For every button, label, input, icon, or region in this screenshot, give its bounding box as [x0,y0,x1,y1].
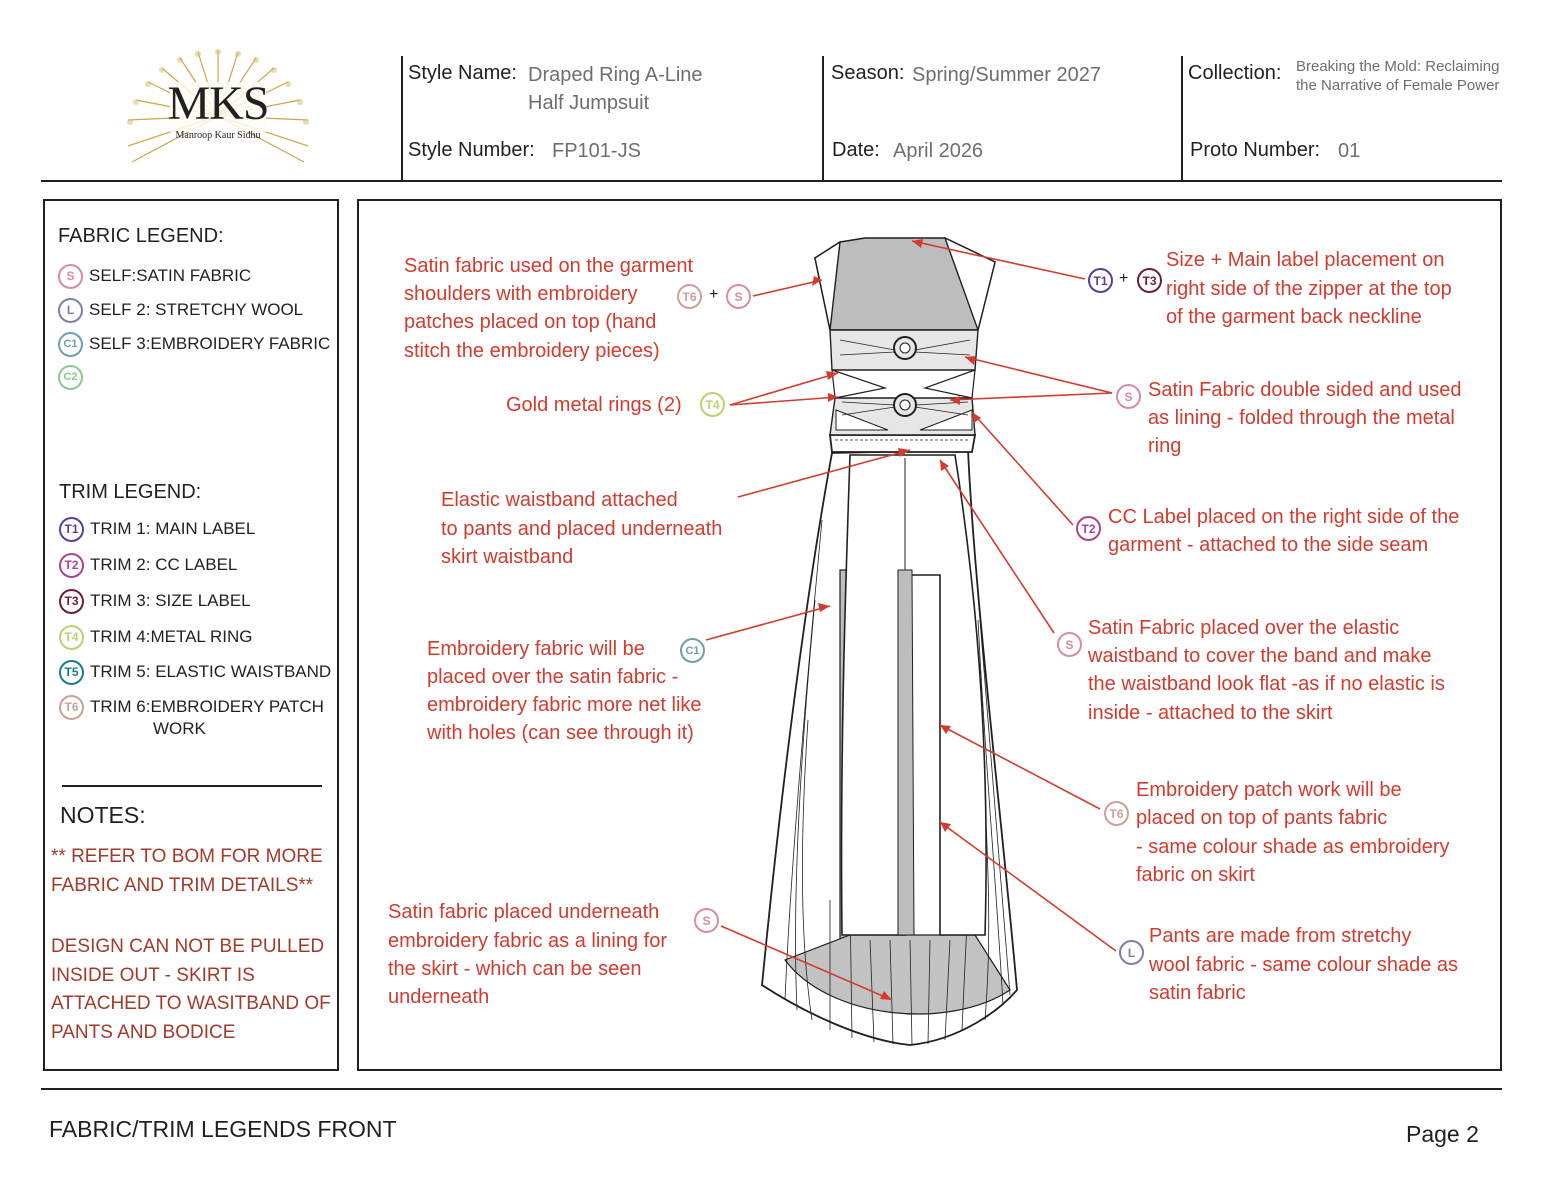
legend-key: TRIM 6: [90,697,151,716]
callout-lining-line1: Satin fabric placed underneath [388,901,660,923]
chip-code: S [66,269,75,283]
callout-patch-line4: fabric on skirt [1136,864,1255,886]
note-bom: ** REFER TO BOM FOR MORE FABRIC AND TRIM DETAILS** [51,846,323,896]
style-number-value: FP101-JS [552,140,641,162]
callout-embroidery-line4: with holes (can see through it) [427,722,694,744]
notes-title: NOTES: [60,802,146,828]
footer-rule [41,1088,1502,1090]
callout-satin-lining-line3: ring [1148,435,1182,457]
note-design: DESIGN CAN NOT BE PULLED INSIDE OUT - SKIRT IS ATTACHED TO WASITBAND OF PANTS AND BODICE [51,936,331,1043]
callout-pants-line2: wool fabric - same colour shade as [1149,954,1459,976]
chip-code: T5 [64,665,79,679]
collection-value-2: the Narrative of Female Power [1296,77,1500,94]
callout-waistband-line2: waistband to cover the band and make [1088,645,1432,667]
tag-t6: T6 [677,284,702,309]
page-title: FABRIC/TRIM LEGENDS FRONT [49,1116,397,1142]
style-name-value-1: Draped Ring A-Line [528,64,703,86]
season-label: Season: [831,62,905,84]
plus-sign: + [1119,270,1129,287]
callout-label-line2: right side of the zipper at the top [1166,278,1452,300]
page-number: Page 2 [1406,1121,1479,1147]
callout-lining-line2: embroidery fabric as a lining for [388,930,668,952]
callout-pants-line1: Pants are made from stretchy [1149,925,1412,947]
chip-code: T1 [64,522,79,536]
trim-legend-title: TRIM LEGEND: [59,481,202,503]
style-number-label: Style Number: [408,139,535,161]
callout-elastic-line3: skirt waistband [441,546,574,568]
callout-shoulder-line2: shoulders with embroidery [404,283,638,305]
logo-initials: MKS [167,77,269,130]
trim-legend-desc-cont: WORK [153,719,206,738]
callout-embroidery-line2: placed over the satin fabric - [427,666,679,688]
legend-key: TRIM 4: [90,627,151,646]
tag-t6: T6 [1104,801,1129,826]
legend-key: SELF: [89,266,137,285]
callout-elastic-line1: Elastic waistband attached [441,489,678,511]
legend-desc: METAL RING [150,627,253,646]
callout-embroidery-line3: embroidery fabric more net like [427,694,702,716]
style-name-label: Style Name: [408,62,517,84]
legend-key: SELF 3: [89,334,151,353]
callout-elastic-line2: to pants and placed underneath [441,518,723,540]
legend-desc: SIZE LABEL [155,591,251,610]
chip-code: C1 [63,338,78,350]
tag-c1: C1 [680,638,705,663]
callout-rings: Gold metal rings (2) [506,394,682,416]
tag-t2: T2 [1076,516,1101,541]
callout-lining-line3: the skirt - which can be seen [388,958,642,980]
legend-desc: EMBROIDERY FABRIC [150,334,331,353]
legend-desc: CC LABEL [155,555,238,574]
legend-key: TRIM 2: [90,555,151,574]
collection-value-1: Breaking the Mold: Reclaiming [1296,58,1500,75]
tag-s: S [694,908,719,933]
callout-waistband-line3: the waistband look flat -as if no elastic is [1088,673,1445,695]
chip-code: C2 [63,371,78,383]
legend-desc: EMBROIDERY PATCH [150,697,324,716]
callout-patch-line3: - same colour shade as embroidery [1136,836,1450,858]
proto-label: Proto Number: [1190,139,1321,161]
plus-sign: + [709,286,719,303]
callout-waistband-line1: Satin Fabric placed over the elastic [1088,617,1400,639]
fabric-legend-title: FABRIC LEGEND: [58,225,224,247]
callout-cc-label-line2: garment - attached to the side seam [1108,534,1429,556]
callout-patch-line1: Embroidery patch work will be [1136,779,1402,801]
chip-code: T2 [64,558,79,572]
date-value: April 2026 [893,140,984,162]
tag-t1: T1 [1088,268,1113,293]
chip-code: T3 [64,594,79,608]
legend-desc: ELASTIC WAISTBAND [155,662,332,681]
legend-key: TRIM 3: [90,591,151,610]
callout-waistband-line4: inside - attached to the skirt [1088,702,1333,724]
callout-shoulder-line4: stitch the embroidery pieces) [404,340,660,362]
legend-desc: STRETCHY WOOL [155,300,304,319]
tag-t3: T3 [1137,268,1162,293]
callout-lining-line4: underneath [388,986,490,1008]
callout-shoulder-line3: patches placed on top (hand [404,311,657,333]
chip-code: T6 [64,700,79,714]
callout-embroidery-line1: Embroidery fabric will be [427,638,645,660]
tag-s: S [726,284,751,309]
callout-pants-line3: satin fabric [1149,982,1246,1004]
tag-t4: T4 [700,392,725,417]
style-name-value-2: Half Jumpsuit [528,92,650,114]
legend-desc: MAIN LABEL [155,519,256,538]
legend-desc: SATIN FABRIC [136,266,252,285]
tag-s: S [1057,632,1082,657]
date-label: Date: [832,139,880,161]
callout-satin-lining-line2: as lining - folded through the metal [1148,407,1455,429]
collection-label: Collection: [1188,62,1282,84]
tag-l: L [1119,940,1144,965]
callout-cc-label-line1: CC Label placed on the right side of the [1108,506,1460,528]
callout-patch-line2: placed on top of pants fabric [1136,807,1388,829]
legend-key: TRIM 5: [90,662,151,681]
callout-label-line3: of the garment back neckline [1166,306,1422,328]
tag-s: S [1116,384,1141,409]
chip-code: T4 [64,630,79,644]
chip-code: L [66,303,75,317]
callout-label-line1: Size + Main label placement on [1166,249,1445,271]
callout-shoulder-line1: Satin fabric used on the garment [404,255,694,277]
season-value: Spring/Summer 2027 [912,64,1101,86]
callout-satin-lining-line1: Satin Fabric double sided and used [1148,379,1462,401]
proto-value: 01 [1338,140,1361,162]
legend-key: TRIM 1: [90,519,151,538]
legend-key: SELF 2: [89,300,151,319]
logo-subtitle: Manroop Kaur Sidhu [175,130,261,141]
